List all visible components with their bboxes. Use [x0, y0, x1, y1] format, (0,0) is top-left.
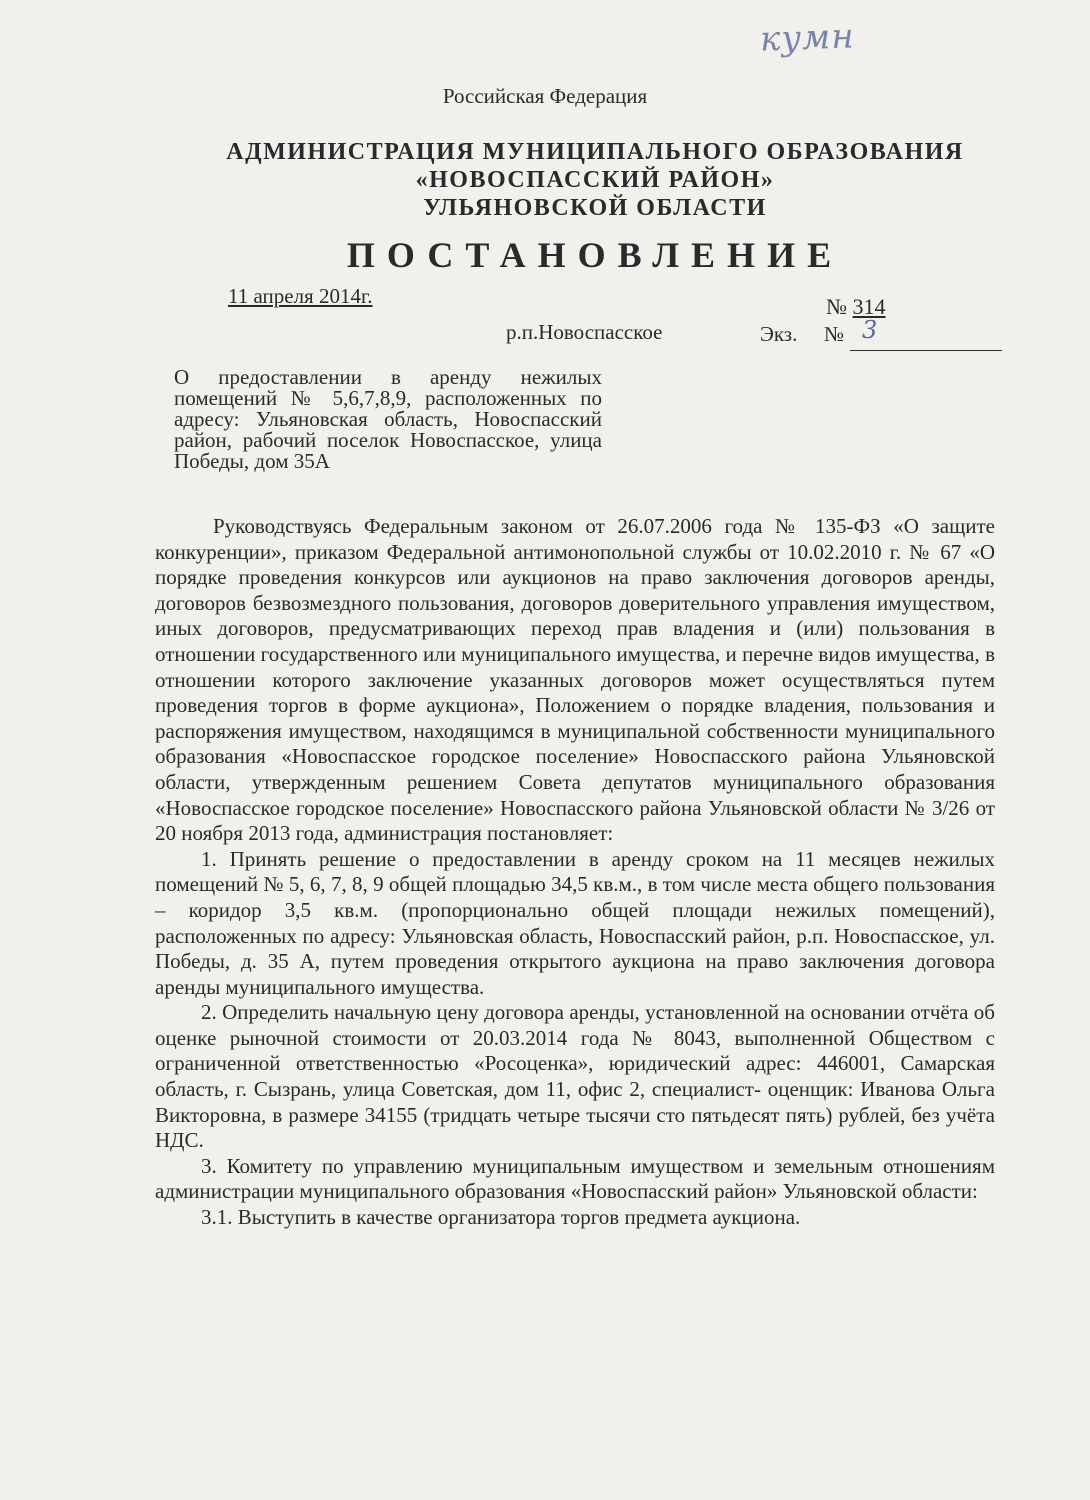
item-2-paragraph: 2. Определить начальную цену договора аренды, установленной на основании отчёта об оценке рыночной стоимости от 20.03.2014 года № 8043, выполненной Обществом с ограниченной ответственностью «Росоценка», юридический адрес: 446001, Самарская область, г. Сызрань, улица Советская, дом 11, офис 2, специалист- оценщик: Иванова Ольга Викторовна, в размере 34155 (тридцать четыре тысячи сто пятьдесят пять) рублей, без учёта НДС. [155, 1000, 995, 1153]
document-type-title: ПОСТАНОВЛЕНИЕ [346, 235, 844, 275]
number-sign: № [826, 294, 847, 319]
organization-name-line1: АДМИНИСТРАЦИЯ МУНИЦИПАЛЬНОГО ОБРАЗОВАНИЯ [226, 139, 964, 165]
item-1-paragraph: 1. Принять решение о предоставлении в аренду сроком на 11 месяцев нежилых помещений № 5, 6, 7, 8, 9 общей площадью 34,5 кв.м., в том числе места общего пользования – коридор 3,5 кв.м. (пропорционально общей площади нежилых помещений), расположенных по адресу: Ульяновская область, Новоспасский район, р.п. Новоспасское, ул. Победы, д. 35 А, путем проведения открытого аукциона на право заключения договора аренды муниципального имущества. [155, 846, 995, 999]
document-place: р.п.Новоспасское [506, 320, 663, 344]
handwritten-mark: кумн [759, 16, 856, 60]
preamble-paragraph: Руководствуясь Федеральным законом от 26.07.2006 года № 135-ФЗ «О защите конкуренции», приказом Федеральной антимонопольной службы от 10.02.2010 г. № 67 «О порядке проведения конкурсов или аукционов на право заключения договоров аренды, договоров безвозмездного пользования, договоров доверительного управления имуществом, иных договоров, предусматривающих переход прав владения и (или) пользования в отношении государственного или муниципального имущества, и перечне видов имущества, в отношении которого заключение указанных договоров может осуществляться путем проведения торгов в форме аукциона», Положением о порядке владения, пользования и распоряжения имуществом, находящимся в муниципальной собственности муниципального образования «Новоспасское городское поселение» Новоспасского района Ульяновской области, утвержденным решением Совета депутатов муниципального образования «Новоспасское городское поселение» Новоспасского района Ульяновской области № 3/26 от 20 ноября 2013 года, администрация постановляет: [155, 514, 995, 846]
country-heading: Российская Федерация [442, 84, 648, 108]
copy-number-sign: № [824, 322, 845, 346]
document-body [155, 514, 995, 1231]
document-date: 11 апреля 2014г. [228, 284, 373, 308]
number-value: 314 [852, 294, 886, 319]
copy-number-handwritten: 3 [862, 316, 878, 344]
copy-label: Экз. [760, 322, 798, 346]
document-subject: О предоставлении в аренду нежилых помещений № 5,6,7,8,9, расположенных по адресу: Ульяновская область, Новоспасский район, рабочий поселок Новоспасское, улица Победы, дом 35А [174, 365, 602, 473]
organization-name-line2: «НОВОСПАССКИЙ РАЙОН» [415, 167, 775, 193]
organization-name-line3: УЛЬЯНОВСКОЙ ОБЛАСТИ [423, 195, 767, 221]
copy-number-underline [850, 350, 1002, 351]
item-3-paragraph: 3. Комитету по управлению муниципальным имуществом и земельным отношениям администрации муниципального образования «Новоспасский район» Ульяновской области: [155, 1153, 995, 1204]
item-3-1-paragraph: 3.1. Выступить в качестве организатора торгов предмета аукциона. [201, 1205, 801, 1230]
